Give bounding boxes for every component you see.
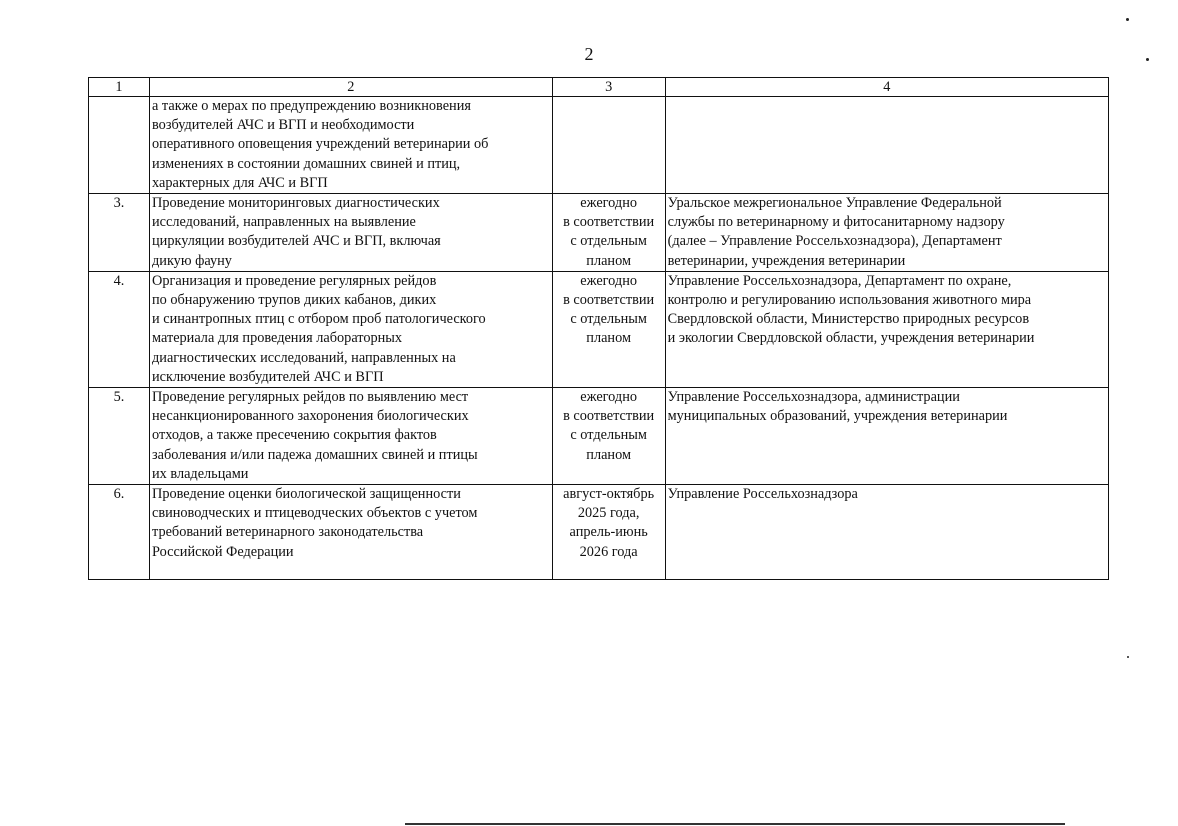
column-header-4: 4	[665, 78, 1108, 97]
term-cell: ежегодно в соответствии с отдельным планом	[552, 388, 665, 485]
executors-cell: Управление Россельхознадзора	[665, 485, 1108, 580]
term-cell: ежегодно в соответствии с отдельным планом	[552, 271, 665, 387]
row-number	[89, 97, 150, 194]
executors-cell	[665, 97, 1108, 194]
table-row	[89, 97, 1109, 194]
column-header-2: 2	[150, 78, 553, 97]
table-row	[89, 388, 1109, 485]
term-cell	[552, 97, 665, 194]
row-number: 6.	[89, 485, 150, 580]
table-row	[89, 194, 1109, 272]
scan-edge-line	[405, 823, 1065, 825]
scan-speck	[1127, 656, 1129, 658]
activity-cell: Проведение регулярных рейдов по выявлению мест несанкционированного захоронения биологических отходов, а также пресечению сокрытия фактов заболевания и/или падежа домашних свиней и птицы их владельцами	[150, 388, 553, 485]
row-number: 4.	[89, 271, 150, 387]
scan-speck	[1146, 58, 1149, 61]
executors-cell: Уральское межрегиональное Управление Федеральной службы по ветеринарному и фитосанитарному надзору (далее – Управление Россельхознадзора), Департамент ветеринарии, учреждения ветеринарии	[665, 194, 1108, 272]
activity-cell: Организация и проведение регулярных рейдов по обнаружению трупов диких кабанов, диких и синантропных птиц с отбором проб патологического материала для проведения лабораторных диагностических исследований, направленных на исключение возбудителей АЧС и ВГП	[150, 271, 553, 387]
table-row	[89, 271, 1109, 387]
column-header-3: 3	[552, 78, 665, 97]
activity-cell: Проведение мониторинговых диагностических исследований, направленных на выявление циркуляции возбудителей АЧС и ВГП, включая дикую фауну	[150, 194, 553, 272]
executors-cell: Управление Россельхознадзора, Департамент по охране, контролю и регулированию использования животного мира Свердловской области, Министерство природных ресурсов и экологии Свердловской области, учреждения ветеринарии	[665, 271, 1108, 387]
activity-cell: Проведение оценки биологической защищенности свиноводческих и птицеводческих объектов с учетом требований ветеринарного законодательства Российской Федерации	[150, 485, 553, 580]
table-row	[89, 485, 1109, 580]
plan-table	[88, 77, 1109, 580]
term-cell: ежегодно в соответствии с отдельным планом	[552, 194, 665, 272]
page-number: 2	[584, 44, 594, 64]
term-cell: август-октябрь 2025 года, апрель-июнь 2026 года	[552, 485, 665, 580]
column-header-1: 1	[89, 78, 150, 97]
table-header-row	[89, 78, 1109, 97]
executors-cell: Управление Россельхознадзора, администрации муниципальных образований, учреждения ветеринарии	[665, 388, 1108, 485]
scan-speck	[1126, 18, 1129, 21]
activity-cell: а также о мерах по предупреждению возникновения возбудителей АЧС и ВГП и необходимости оперативного оповещения учреждений ветеринарии об изменениях в состоянии домашних свиней и птиц, характерных для АЧС и ВГП	[150, 97, 553, 194]
row-number: 3.	[89, 194, 150, 272]
row-number: 5.	[89, 388, 150, 485]
